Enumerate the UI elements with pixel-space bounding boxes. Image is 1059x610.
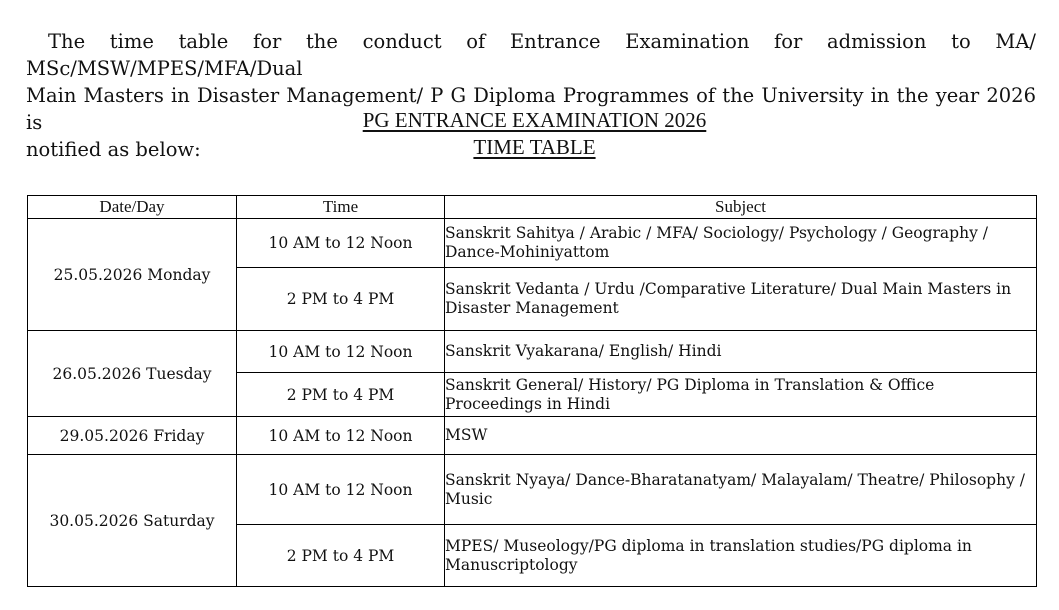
table-header-row [28, 196, 1037, 219]
subject-cell: Sanskrit Vedanta / Urdu /Comparative Literature/ Dual Main Masters in Disaster Management [445, 268, 1037, 331]
time-cell: 10 AM to 12 Noon [237, 455, 445, 525]
date-cell: 29.05.2026 Friday [28, 417, 237, 455]
subject-cell: Sanskrit Sahitya / Arabic / MFA/ Sociology/ Psychology / Geography / Dance-Mohiniyattom [445, 219, 1037, 268]
table-row [28, 219, 1037, 268]
exam-title: PG ENTRANCE EXAMINATION 2026 [362, 108, 707, 132]
table-row [28, 331, 1037, 373]
header-subject: Subject [445, 196, 1037, 219]
header-time: Time [237, 196, 445, 219]
time-table [27, 195, 1037, 587]
table-row [28, 417, 1037, 455]
table-row [28, 455, 1037, 525]
header-date-day: Date/Day [28, 196, 237, 219]
date-cell: 25.05.2026 Monday [28, 219, 237, 331]
subject-cell: MSW [445, 417, 1037, 455]
subject-cell: MPES/ Museology/PG diploma in translation studies/PG diploma in Manuscriptology [445, 525, 1037, 587]
intro-line-1: The time table for the conduct of Entrance Examination for admission to MA/ MSc/MSW/MPES/MFA/Dual [26, 30, 1036, 80]
date-cell: 26.05.2026 Tuesday [28, 331, 237, 417]
time-cell: 2 PM to 4 PM [237, 525, 445, 587]
time-cell: 10 AM to 12 Noon [237, 331, 445, 373]
subject-cell: Sanskrit Nyaya/ Dance-Bharatanatyam/ Malayalam/ Theatre/ Philosophy / Music [445, 455, 1037, 525]
date-cell: 30.05.2026 Saturday [28, 455, 237, 587]
intro-line-2: Main Masters in Disaster Management/ P G Diploma Programmes of the University in the year 2026 is [26, 84, 1036, 134]
time-cell: 10 AM to 12 Noon [237, 219, 445, 268]
time-table-title: TIME TABLE [473, 135, 596, 159]
time-cell: 2 PM to 4 PM [237, 373, 445, 417]
intro-line-3: notified as below: [26, 138, 201, 161]
time-cell: 10 AM to 12 Noon [237, 417, 445, 455]
time-cell: 2 PM to 4 PM [237, 268, 445, 331]
subject-cell: Sanskrit Vyakarana/ English/ Hindi [445, 331, 1037, 373]
subject-cell: Sanskrit General/ History/ PG Diploma in Translation & Office Proceedings in Hindi [445, 373, 1037, 417]
